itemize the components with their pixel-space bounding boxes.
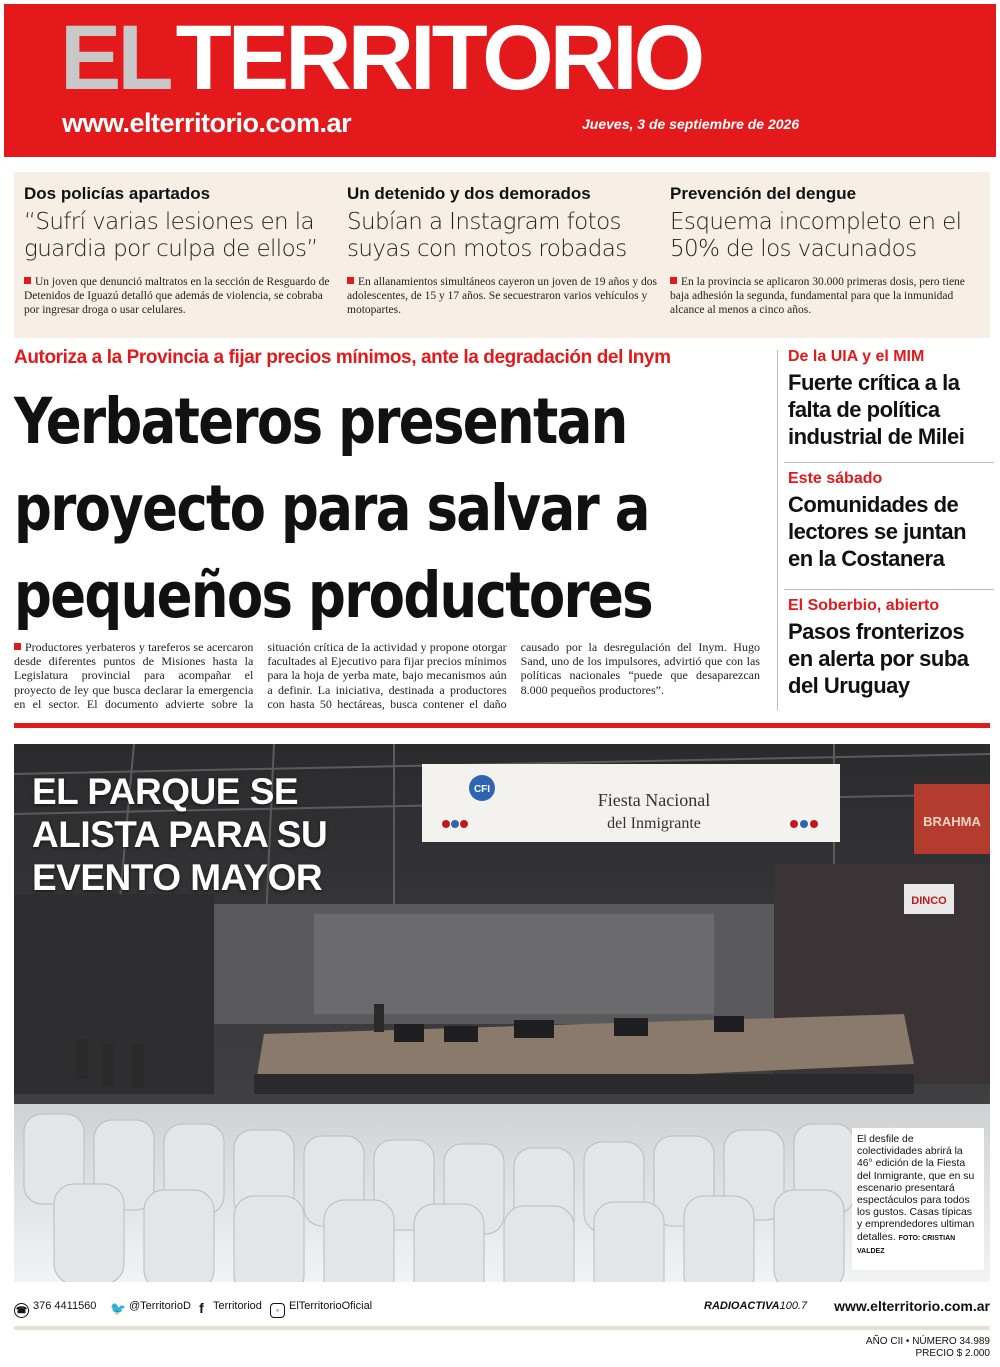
- main-headline[interactable]: Yerbateros presentan proyecto para salvar a pequeños productores: [14, 385, 652, 632]
- sidebar-kicker: El Soberbio, abierto: [788, 597, 940, 614]
- teaser-body: En allanamientos simultáneos cayeron un joven de 19 años y dos adolescentes, de 15 y 17 años. Se secuestraron varios vehículos y motopartes.: [347, 276, 657, 316]
- teaser-headline: “Sufrí varias lesiones en la guardia por culpa de ellos”: [24, 209, 318, 262]
- banner-line-2: del Inmigrante: [607, 815, 701, 832]
- footer-twitter[interactable]: 🐦 @TerritorioD: [110, 1300, 191, 1316]
- sidebar-item-soberbio[interactable]: [788, 597, 994, 699]
- edition-price: PRECIO $ 2.000: [915, 1348, 990, 1359]
- teaser-body: Un joven que denunció maltratos en la sección de Resguardo de Detenidos de Iguazú detalló que además de violencia, se cobraba por ingresar droga o usar celulares.: [24, 276, 330, 316]
- teaser-kicker: Dos policías apartados: [24, 184, 211, 203]
- edition-info: [866, 1336, 990, 1360]
- footer-facebook[interactable]: f Territoriod: [194, 1300, 262, 1317]
- photo-title: EL PARQUE SE ALISTA PARA SU EVENTO MAYOR: [32, 771, 328, 898]
- teaser-headline: Esquema incompleto en el 50% de los vacunados: [670, 209, 962, 262]
- footer-whatsapp[interactable]: ☎ 376 4411560: [14, 1300, 96, 1318]
- main-body: Productores yerbateros y tareferos se acercaron desde diferentes puntos de Misiones hasta la Legislatura provincial para acompañar el proyecto de ley que busca declarar la emergencia en el sector. El documento advierte sobre la situación crítica de la actividad y propone otorgar facultades al Ejecutivo para fijar precios mínimos para la hoja de yerba mate, bajo mecanismos aún a definir. La iniciativa, destinada a productores con hasta 50 hectáreas, busca contener el daño causado por la desregulación del Inym. Hugo Sand, uno de los impulsores, advirtió que con las políticas nacionales “puede que desaparezcan 8.000 pequeños productores”.: [14, 640, 760, 711]
- footer-rule: [14, 1326, 990, 1330]
- logo[interactable]: [60, 7, 702, 109]
- banner-line-1: Fiesta Nacional: [597, 790, 711, 810]
- feature-photo[interactable]: [14, 744, 990, 1282]
- logo-el: EL: [60, 7, 170, 109]
- column-divider: [777, 350, 778, 710]
- twitter-icon: 🐦: [110, 1301, 127, 1316]
- issue-date: Jueves, 3 de septiembre de 2026: [582, 116, 800, 132]
- dinco-sign: DINCO: [911, 895, 947, 907]
- teaser-kicker: Prevención del dengue: [670, 184, 857, 203]
- footer-instagram[interactable]: ◦ ElTerritorioOficial: [270, 1300, 372, 1318]
- teaser-headline: Subían a Instagram fotos suyas con motos robadas: [347, 209, 627, 262]
- teaser-instagram[interactable]: [347, 184, 657, 317]
- teaser-policias[interactable]: [24, 184, 334, 317]
- banner-cfi: CFI: [473, 784, 491, 795]
- bullet-square-icon: [670, 277, 677, 284]
- teaser-body: En la provincia se aplicaron 30.000 primeras dosis, pero tiene baja adhesión la segunda, fundamental para que la inmunidad alcance al menos a cinco años.: [670, 276, 965, 316]
- radio-brand[interactable]: RADIOACTIVA100.7: [704, 1300, 808, 1312]
- instagram-icon: ◦: [270, 1303, 285, 1318]
- sidebar-item-uia[interactable]: [788, 348, 994, 450]
- masthead: [4, 4, 996, 157]
- sidebar-item-lectores[interactable]: [788, 470, 994, 572]
- sidebar-headline: Fuerte crítica a la falta de política industrial de Milei: [788, 370, 965, 449]
- sidebar-kicker: De la UIA y el MIM: [788, 348, 925, 365]
- sidebar-kicker: Este sábado: [788, 470, 883, 487]
- sidebar-headline: Comunidades de lectores se juntan en la Costanera: [788, 492, 967, 571]
- sidebar-headline: Pasos fronterizos en alerta por suba del Uruguay: [788, 619, 969, 698]
- sidebar-divider: [784, 589, 994, 590]
- facebook-icon: f: [199, 1300, 204, 1316]
- footer-url[interactable]: www.elterritorio.com.ar: [834, 1298, 990, 1314]
- bullet-square-icon: [347, 277, 354, 284]
- brahma-sign: BRAHMA: [923, 814, 981, 829]
- site-url[interactable]: www.elterritorio.com.ar: [62, 108, 352, 138]
- bullet-square-icon: [14, 643, 21, 650]
- sidebar-divider: [784, 462, 994, 463]
- photo-credit: FOTO: CRISTIAN VALDEZ: [857, 1234, 956, 1255]
- photo-caption: El desfile de colectividades abrirá la 46° edición de la Fiesta del Inmigrante, que en su escenario presentará espectáculos para todos los gustos. Casas típicas y emprendedores ultiman detalles. FOTO: CRISTIAN VALDEZ: [852, 1128, 984, 1270]
- teaser-dengue[interactable]: [670, 184, 980, 317]
- main-kicker: Autoriza a la Provincia a fijar precios mínimos, ante la degradación del Inym: [14, 347, 671, 368]
- section-rule: [14, 723, 990, 728]
- teaser-kicker: Un detenido y dos demorados: [347, 184, 591, 203]
- bullet-square-icon: [24, 277, 31, 284]
- edition-number: AÑO CII • NÚMERO 34.989: [865, 1336, 990, 1347]
- top-teasers: [14, 172, 990, 338]
- whatsapp-icon: ☎: [14, 1303, 29, 1318]
- logo-territorio: TERRITORIO: [175, 7, 702, 109]
- footer-bar: [14, 1292, 990, 1322]
